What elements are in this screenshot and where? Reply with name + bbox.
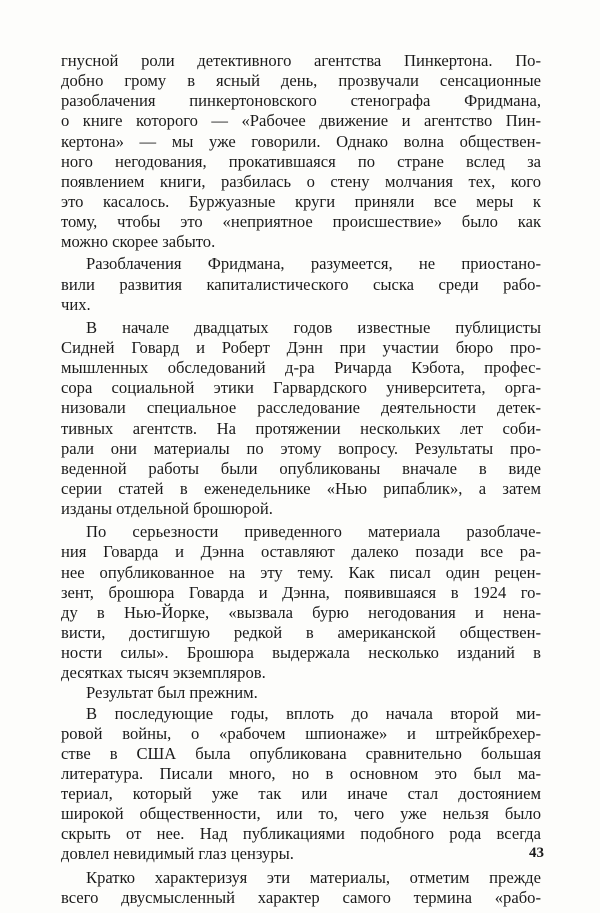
text-line: В последующие годы, вплоть до начала второй ми- bbox=[86, 703, 541, 723]
text-line: скрыть от нее. Над публикациями подобного рода всегда bbox=[61, 824, 541, 844]
text-line: добно грому в ясный день, прозвучали сенсационные bbox=[61, 71, 541, 91]
text-line: Результат был прежним. bbox=[86, 683, 258, 703]
text-line: висти, достигшую редкой в американской обществен- bbox=[61, 622, 541, 642]
paragraph bbox=[61, 683, 541, 703]
paragraph bbox=[61, 51, 541, 252]
text-line: всего двусмысленный характер самого термина «рабо- bbox=[61, 887, 541, 907]
paragraph bbox=[61, 254, 541, 314]
text-line: нее опубликованное на эту тему. Как писал один рецен- bbox=[61, 562, 541, 582]
text-line: стве в США была опубликована сравнительно большая bbox=[61, 743, 541, 763]
text-line: вили развития капиталистического сыска среди рабо- bbox=[61, 274, 541, 294]
text-line: довлел невидимый глаз цензуры. bbox=[61, 844, 294, 864]
paragraph bbox=[61, 318, 541, 519]
body-text bbox=[61, 51, 541, 908]
text-line: появлением книги, разбилась о стену молчания тех, кого bbox=[61, 171, 541, 191]
text-line: мышленных обследований д-ра Ричарда Кэбота, профес- bbox=[61, 358, 541, 378]
text-line: это касалось. Буржуазные круги приняли все меры к bbox=[61, 191, 541, 211]
text-line: сора социальной этики Гарвардского университета, орга- bbox=[61, 378, 541, 398]
text-line: широкой общественности, или то, чего уже нельзя было bbox=[61, 804, 541, 824]
text-line: гнусной роли детективного агентства Пинкертона. По- bbox=[61, 51, 541, 70]
text-line: можно скорее забыто. bbox=[61, 232, 216, 252]
text-line: По серьезности приведенного материала разоблаче- bbox=[86, 522, 541, 542]
text-line: рали они материалы по этому вопросу. Результаты про- bbox=[61, 438, 541, 458]
text-line: териал, который уже так или иначе стал достоянием bbox=[61, 784, 541, 804]
text-line: низовали специальное расследование деятельности детек- bbox=[61, 398, 541, 418]
text-line: серии статей в еженедельнике «Нью рипаблик», а затем bbox=[61, 478, 541, 498]
text-line: Разоблачения Фридмана, разумеется, не приостано- bbox=[86, 254, 541, 274]
text-line: кертона» — мы уже говорили. Однако волна обществен- bbox=[61, 131, 541, 151]
text-line: тивных агентств. На протяжении нескольких лет соби- bbox=[61, 418, 541, 438]
text-line: разоблачения пинкертоновского стенографа Фридмана, bbox=[61, 91, 541, 111]
text-line: ду в Нью-Йорке, «вызвала бурю негодования и нена- bbox=[61, 602, 541, 622]
page-number: 43 bbox=[529, 845, 544, 861]
text-line: ного негодования, прокатившаяся по стране вслед за bbox=[61, 151, 541, 171]
text-line: тому, чтобы это «неприятное происшествие» было как bbox=[61, 212, 541, 232]
text-line: изданы отдельной брошюрой. bbox=[61, 499, 273, 519]
text-line: десятках тысяч экземпляров. bbox=[61, 663, 266, 683]
text-line: зент, брошюра Говарда и Дэнна, появившаяся в 1924 го- bbox=[61, 582, 541, 602]
text-line: ния Говарда и Дэнна оставляют далеко позади все ра- bbox=[61, 542, 541, 562]
text-line: ности силы». Брошюра выдержала несколько изданий в bbox=[61, 643, 541, 663]
text-line: Кратко характеризуя эти материалы, отметим прежде bbox=[86, 867, 541, 887]
text-line: чих. bbox=[61, 294, 91, 314]
text-line: литература. Писали много, но в основном это был ма- bbox=[61, 763, 541, 783]
paragraph bbox=[61, 868, 541, 908]
text-line: веденной работы были опубликованы вначале в виде bbox=[61, 458, 541, 478]
paragraph bbox=[61, 522, 541, 683]
text-line: ровой войны, о «рабочем шпионаже» и штрейкбрехер- bbox=[61, 723, 541, 743]
paragraph bbox=[61, 704, 541, 865]
text-line: о книге которого — «Рабочее движение и агентство Пин- bbox=[61, 111, 541, 131]
text-line: В начале двадцатых годов известные публицисты bbox=[86, 317, 541, 337]
text-line: Сидней Говард и Роберт Дэнн при участии бюро про- bbox=[61, 337, 541, 357]
